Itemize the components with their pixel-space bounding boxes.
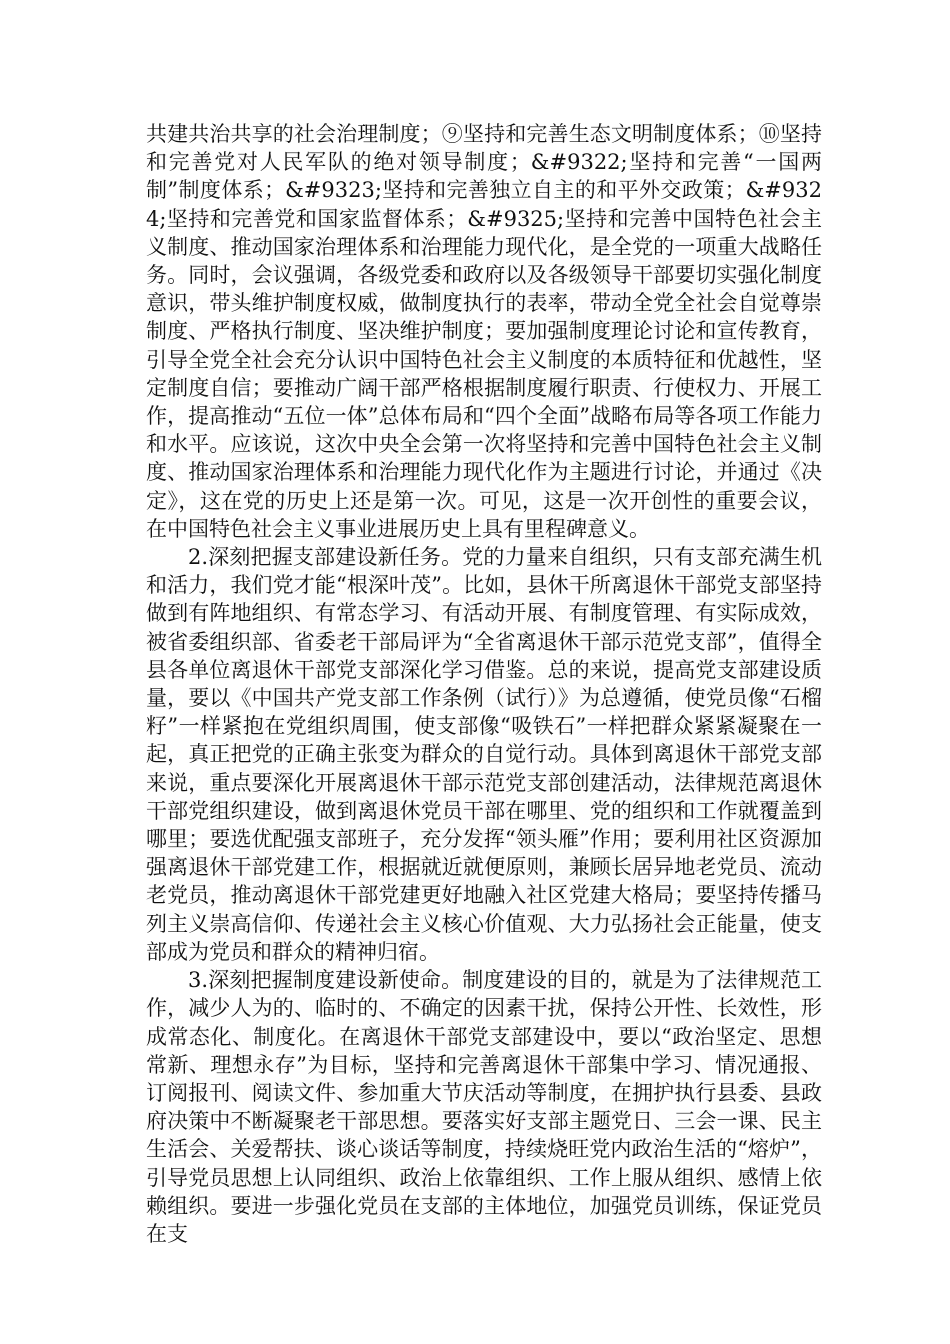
paragraph-system-construction: 3.深刻把握制度建设新使命。制度建设的目的，就是为了法律规范工作，减少人为的、临时的、不确定的因素干扰，保持公开性、长效性，形成常态化、制度化。在离退休干部党支部建设中，要以“政治坚定、思想常新、理想永存”为目标，坚持和完善离退休干部集中学习、情况通报、订阅报刊、阅读文件、参加重大节庆活动等制度，在拥护执行县委、县政府决策中不断凝聚老干部思想。要落实好支部主题党日、三会一课、民主生活会、关爱帮扶、谈心谈话等制度，持续烧旺党内政治生活的“熔炉”，引导党员思想上认同组织、政治上依靠组织、工作上服从组织、感情上依赖组织。要进一步强化党员在支部的主体地位，加强党员训练，保证党员在支 [146, 968, 822, 1246]
paragraph-branch-construction: 2.深刻把握支部建设新任务。党的力量来自组织，只有支部充满生机和活力，我们党才能“根深叶茂”。比如，县休干所离退休干部党支部坚持做到有阵地组织、有常态学习、有活动开展、有制度管理、有实际成效，被省委组织部、省委老干部局评为“全省离退休干部示范党支部”，值得全县各单位离退休干部党支部深化学习借鉴。总的来说，提高党支部建设质量，要以《中国共产党支部工作条例（试行）》为总遵循，使党员像“石榴籽”一样紧抱在党组织周围，使支部像“吸铁石”一样把群众紧紧凝聚在一起，真正把党的正确主张变为群众的自觉行动。具体到离退休干部党支部来说，重点要深化开展离退休干部示范党支部创建活动，法律规范离退休干部党组织建设，做到离退休党员干部在哪里、党的组织和工作就覆盖到哪里；要选优配强支部班子，充分发挥“领头雁”作用；要利用社区资源加强离退休干部党建工作，根据就近就便原则，兼顾长居异地老党员、流动老党员，推动离退休干部党建更好地融入社区党建大格局；要坚持传播马列主义崇高信仰、传递社会主义核心价值观、大力弘扬社会正能量，使支部成为党员和群众的精神归宿。 [146, 545, 822, 964]
paragraph-intro-continuation: 共建共治共享的社会治理制度；⑨坚持和完善生态文明制度体系；⑩坚持和完善党对人民军队的绝对领导制度；&#9322;坚持和完善“一国两制”制度体系；&#9323;坚持和完善独立自主的和平外交政策；&#9324;坚持和完善党和国家监督体系；&#9325;坚持和完善中国特色社会主义制度、推动国家治理体系和治理能力现代化，是全党的一项重大战略任务。同时，会议强调，各级党委和政府以及各级领导干部要切实强化制度意识，带头维护制度权威，做制度执行的表率，带动全党全社会自觉尊崇制度、严格执行制度、坚决维护制度；要加强制度理论讨论和宣传教育，引导全党全社会充分认识中国特色社会主义制度的本质特征和优越性，坚定制度自信；要推动广阔干部严格根据制度履行职责、行使权力、开展工作，提高推动“五位一体”总体布局和“四个全面”战略布局等各项工作能力和水平。应该说，这次中央全会第一次将坚持和完善中国特色社会主义制度、推动国家治理体系和治理能力现代化作为主题进行讨论，并通过《决定》，这在党的历史上还是第一次。可见，这是一次开创性的重要会议，在中国特色社会主义事业进展历史上具有里程碑意义。 [146, 122, 822, 541]
document-page [146, 120, 822, 1248]
